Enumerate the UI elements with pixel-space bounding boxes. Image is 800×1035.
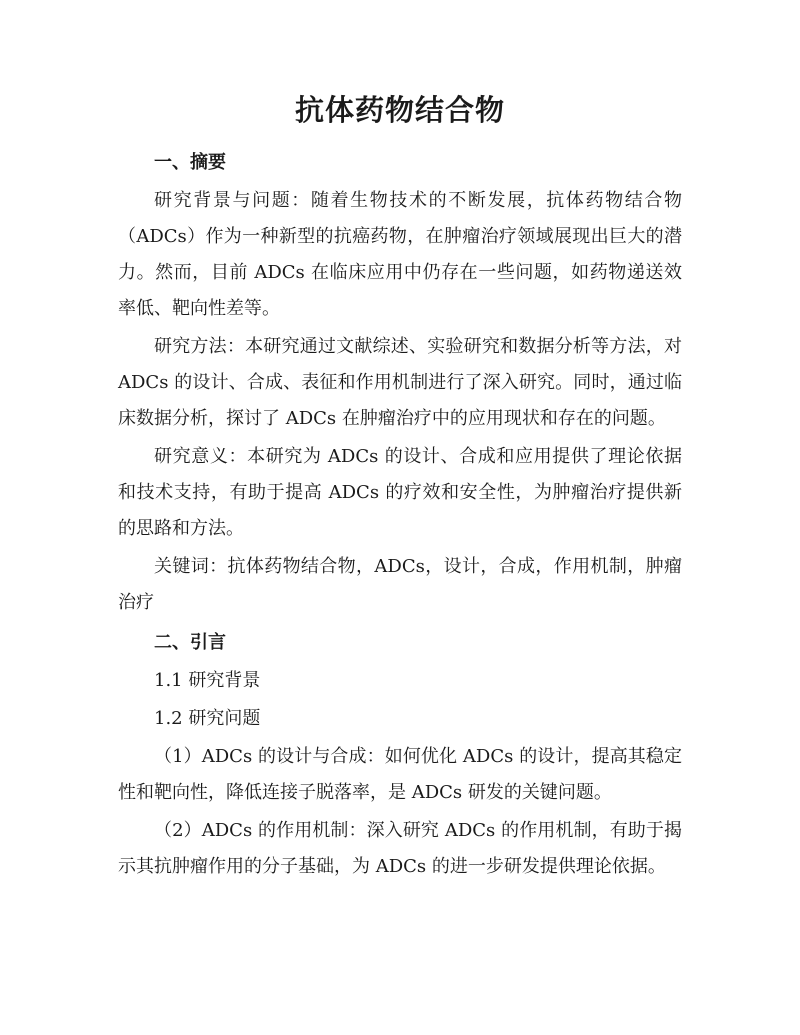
abstract-significance-paragraph: 研究意义：本研究为 ADCs 的设计、合成和应用提供了理论依据和技术支持，有助于提高 ADCs 的疗效和安全性，为肿瘤治疗提供新的思路和方法。 <box>118 446 682 539</box>
abstract-keywords-paragraph: 关键词：抗体药物结合物，ADCs，设计，合成，作用机制，肿瘤治疗 <box>118 556 682 613</box>
document-title: 抗体药物结合物 <box>294 93 505 127</box>
subsection-research-background: 1.1 研究背景 <box>154 670 261 691</box>
section-heading-introduction: 二、引言 <box>154 632 226 653</box>
subsection-research-questions: 1.2 研究问题 <box>154 708 261 729</box>
research-question-item-mechanism: （2）ADCs 的作用机制：深入研究 ADCs 的作用机制，有助于揭示其抗肿瘤作用的分子基础，为 ADCs 的进一步研发提供理论依据。 <box>118 820 682 877</box>
abstract-methods-paragraph: 研究方法：本研究通过文献综述、实验研究和数据分析等方法，对 ADCs 的设计、合成、表征和作用机制进行了深入研究。同时，通过临床数据分析，探讨了 ADCs 在肿瘤治疗中的应用现状和存在的问题。 <box>118 336 682 429</box>
abstract-background-paragraph: 研究背景与问题：随着生物技术的不断发展，抗体药物结合物（ADCs）作为一种新型的抗癌药物，在肿瘤治疗领域展现出巨大的潜力。然而，目前 ADCs 在临床应用中仍存在一些问题，如药物递送效率低、靶向性差等。 <box>118 190 682 319</box>
section-heading-abstract: 一、摘要 <box>154 152 226 173</box>
research-question-item-design: （1）ADCs 的设计与合成：如何优化 ADCs 的设计，提高其稳定性和靶向性，降低连接子脱落率，是 ADCs 研发的关键问题。 <box>118 746 682 803</box>
document-body <box>118 145 682 885</box>
